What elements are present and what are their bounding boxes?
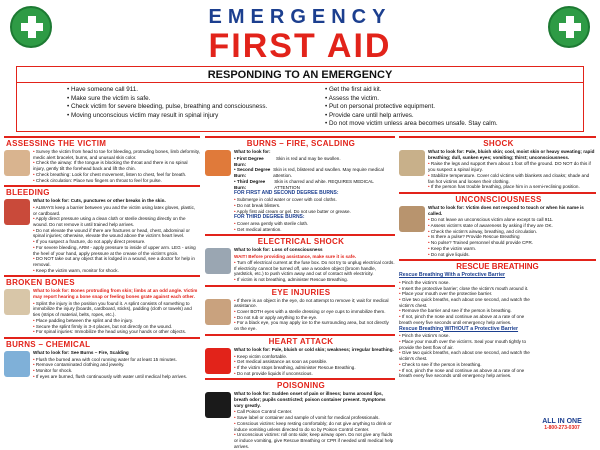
list-item: • Provide care until help arrives. [325, 112, 498, 121]
burn-degree-desc: Skin is red and may be swollen. [276, 155, 341, 161]
look-for-text: What to look for: See Burns – Fire, Scalding [33, 349, 129, 355]
list-item: • Give two quick breaths, each about one second, and watch the victim's chest. [399, 297, 534, 308]
section-heading: BLEEDING [6, 188, 50, 198]
list-item: • Do not move victim unless area becomes unsafe. Stay calm. [325, 120, 498, 129]
eye-flush-icon [4, 351, 30, 377]
list-item: • Place your mouth over the protective barrier. [399, 291, 534, 297]
list-item: • Assess victim's state of awareness by asking if they are OK. [428, 223, 596, 229]
section-burns-chemical [4, 337, 200, 380]
eye-icon [205, 299, 231, 325]
list-item: • Pinch the victim's nose. [399, 333, 534, 339]
burn-degree-row [234, 156, 395, 168]
list-item: • No pulse? Trained personnel should provide CPR. [428, 240, 596, 246]
list-item: • For spinal injuries: Immobilize the head using your hands or other objects. [33, 329, 200, 335]
heart-list [234, 354, 394, 377]
section-heading: BURNS – CHEMICAL [6, 339, 91, 349]
responding-heading: RESPONDING TO AN EMERGENCY [17, 67, 583, 83]
list-item: • Give two quick breaths, each about one second, and watch the victim's chest. [399, 350, 534, 361]
list-item: • Check circulation: Place two fingers on throat to feel for pulse. [33, 178, 200, 184]
look-for-text: What to look for: Loss of consciousness [234, 247, 323, 253]
section-heading: POISONING [276, 381, 326, 391]
list-item: • Unconscious victims: roll onto side; keep airway open. Do not give any fluids or induce vomiting, give Rescue Breathing or CPR if needed until medical help arrives. [234, 432, 395, 449]
list-item: • Get medical assistance as soon as possible. [234, 359, 394, 365]
first-second-degree-heading: FOR FIRST AND SECOND DEGREE BURNS: [234, 190, 339, 197]
list-item: • DO NOT take out any object that is lodged in a wound, see a doctor for help in removal. [33, 256, 200, 267]
section-eye [205, 285, 395, 332]
list-item: • Moving unconscious victim may result in spinal injury [67, 112, 325, 121]
list-item: • Apply first aid cream or gel. Do not use butter or grease. [234, 209, 395, 215]
responding-panel [16, 66, 584, 132]
list-item: • Raise the legs and support them about 1 foot off the ground. DO NOT do this if you suspect a spinal injury. [428, 161, 596, 172]
list-item: • If the victim stops breathing, administer Rescue Breathing. [234, 365, 394, 371]
section-heading: UNCONSCIOUSNESS [455, 194, 542, 204]
section-broken-bones [4, 275, 200, 335]
look-for-text: What to look for: Victim does not respond to touch or when his name is called. [428, 204, 584, 216]
column-right [399, 136, 596, 436]
list-item: • Monitor for shock. [33, 368, 187, 374]
list-item: • Do not rub or apply anything to the eye. [234, 315, 395, 321]
poster-title-main: FIRST AID [208, 27, 392, 65]
list-item: • Apply direct pressure using a clean cloth or sterile dressing directly on the wound. Do not remove it until trained help arrives. [33, 216, 200, 227]
warning-text: WAIT! Before providing assistance, make sure it is safe. [234, 254, 357, 260]
section-poisoning [205, 378, 395, 449]
list-item: • If you suspect a fracture, do not apply direct pressure. [33, 239, 200, 245]
list-item: • Check victim for severe bleeding, pulse, breathing and consciousness. [67, 103, 325, 112]
assessing-list [33, 149, 200, 183]
list-item: • Check to see if the person is breathing. [399, 362, 534, 368]
list-item: • If not, pinch the nose and continue as above at a rate of one breath every five seconds until emergency help arrives. [399, 314, 534, 325]
rescue-with-barrier-title: Rescue Breathing With a Protective Barrier [399, 272, 506, 279]
list-item: • Do not break blisters. [234, 203, 395, 209]
first-second-list [234, 197, 395, 214]
burn-degree-desc: Skin is charred and white. REQUIRES MEDICAL ATTENTION [274, 178, 374, 190]
list-item: • If not, pinch the nose and continue as above at a rate of one breath every five seconds until emergency help arrives. [399, 368, 534, 379]
splint-icon [4, 289, 30, 315]
responding-left-list [67, 86, 325, 129]
look-for-text: What to look for: Bones protruding from skin; limbs at an odd angle. Victim may report hearing a bone snap or feeling bones grate against each other. [33, 288, 198, 300]
list-item: • Do not provide liquids if unconscious. [234, 371, 394, 377]
list-item: • Keep the victim warm. [428, 246, 596, 252]
list-item: • Splint the injury in the position you found it. A splint consists of something to immobilize the injury (boards, cardboard, sticks), padding (cloth or towels) and ties (strips of material, belts, ropes, etc.). [33, 301, 200, 318]
rescue-with-barrier-list [399, 280, 534, 326]
bleeding-list [33, 205, 200, 273]
list-item: • Submerge in cold water or cover with cool cloths. [234, 197, 395, 203]
rescue-without-barrier-list [399, 333, 534, 379]
section-bleeding [4, 185, 200, 273]
list-item: • Cover area gently with sterile cloth. [234, 221, 395, 227]
section-heading: ELECTRICAL SHOCK [257, 237, 345, 247]
eye-list [234, 298, 395, 332]
list-item: • Pinch the victim's nose. [399, 280, 534, 286]
look-for-text: What to look for: Cuts, punctures or other breaks in the skin. [33, 198, 166, 204]
electrical-list [234, 260, 395, 283]
heart-icon [205, 348, 231, 374]
bleeding-wound-icon [4, 199, 30, 225]
burn-degree-desc: Skin is red, blistered and swollen. May require medical attention. [273, 167, 384, 179]
section-heading: EYE INJURIES [271, 287, 331, 297]
list-item: • ALWAYS keep a barrier between you and the victim using latex gloves, plastic, or cardboard. [33, 205, 200, 216]
assessing-victim-icon [4, 150, 30, 176]
list-item: • Call Poison Control Center. [234, 409, 395, 415]
column-left [4, 136, 200, 436]
list-item: • Secure the splint firmly in 3-4 places, but not directly on the wound. [33, 324, 200, 330]
list-item: • Insert the protective barrier; close the victim's mouth around it. [399, 286, 534, 292]
list-item: • Get medical attention. [234, 227, 395, 233]
poisoning-list [234, 409, 395, 449]
brand-logo [532, 418, 592, 442]
list-item: • Do not give liquids. [428, 252, 596, 258]
list-item: • Keep victim comfortable. [234, 354, 394, 360]
third-degree-list [234, 221, 395, 232]
list-item: • Make sure the victim is safe. [67, 95, 325, 104]
phone-number: 1-800-273-0307 [544, 425, 580, 431]
rescue-without-barrier-title: Rescue Breathing WITHOUT a Protective Barrier [399, 325, 519, 332]
burn-degree-row [234, 167, 395, 179]
list-item: • Flush the burned area with cool running water for at least 15 minutes. [33, 357, 187, 363]
burn-degree-label: • Third Degree Burn: [234, 178, 266, 190]
list-item: • If there is an object in the eye, do not attempt to remove it; wait for medical assistance. [234, 298, 395, 309]
list-item: • Check breathing: Look for chest movement, listen to chest, feel for breath. [33, 172, 200, 178]
third-degree-heading: FOR THIRD DEGREE BURNS: [234, 214, 305, 221]
list-item: • Get the first aid kit. [325, 86, 498, 95]
section-heading: BURNS – FIRE, SCALDING [246, 139, 356, 148]
burn-icon [205, 150, 231, 176]
list-item: • Assess the victim. [325, 95, 498, 104]
section-assessing [4, 136, 200, 183]
list-item: • Do not elevate the wound if there are fractures or head, chest, abdominal or spinal injuries; otherwise, elevate the wound above the victim's heart level. [33, 228, 200, 239]
section-heading: ASSESSING THE VICTIM [6, 139, 107, 148]
list-item: • Is there a pulse? Provide Rescue Breathing [428, 234, 596, 240]
list-item: • For severe bleeding, ARM - apply pressure to inside of upper arm. LEG - using the heel of your hand, apply pressure at the crease of the victim's groin. [33, 245, 200, 256]
look-for-text: What to look for: [234, 149, 271, 154]
list-item: • If victim is not breathing, administer Rescue Breathing. [234, 277, 395, 283]
section-shock [399, 136, 596, 190]
list-item: • Survey the victim from head to toe for bleeding, protruding bones, limb deformity, medic alert bracelet, burns, and unusual skin color. [33, 149, 200, 160]
burn-degree-label: • First Degree Burn: [234, 155, 264, 167]
list-item: • Check the victim's airway, breathing, and circulation. [428, 229, 596, 235]
poison-skull-icon [205, 392, 231, 418]
column-middle [205, 136, 395, 449]
list-item: • For a black eye, you may apply ice to the surrounding area, but not directly on the eye. [234, 320, 395, 331]
unconscious-victim-icon [399, 206, 425, 232]
list-item: • Have someone call 911. [67, 86, 325, 95]
list-item: • Check the airway: If the tongue is blocking the throat and there is no spinal injury, gently tilt the forehead back and lift the chin. [33, 160, 200, 171]
logo-text: ALL IN ONE [542, 418, 582, 425]
look-for-text: What to look for: Pale, bluish skin; cool, moist skin or heavy sweating; rapid breathing; dull, sunken eyes; vomiting; thirst; unconsciousness. [428, 149, 595, 160]
responding-right-list [325, 86, 498, 129]
rescue-breathing-heading: RESCUE BREATHING [399, 259, 596, 272]
list-item: • Put on personal protective equipment. [325, 103, 498, 112]
list-item: • If the person has trouble breathing, place him in a semi-reclining position. [428, 184, 596, 190]
section-heading: SHOCK [483, 139, 514, 148]
list-item: • Conscious victims: keep resting comfortably; do not give anything to drink or induce vomiting unless directed to do so by Poison Control Center. [234, 421, 395, 432]
broken-bones-list [33, 301, 200, 335]
burn-degree-row [234, 179, 395, 191]
burn-degree-label: • Second Degree Burn: [234, 167, 271, 179]
list-item: • Remove contaminated clothing and jewelry. [33, 362, 187, 368]
list-item: • Place padding between the splint and the injury. [33, 318, 200, 324]
section-heading: BROKEN BONES [6, 278, 75, 288]
legs-raised-icon [399, 150, 425, 176]
poster-title-top: EMERGENCY [208, 6, 392, 28]
section-heading: HEART ATTACK [268, 336, 334, 346]
look-for-text: What to look for: Sudden onset of pain or illness; burns around lips, breath odor; pupils constricted; poison container present. Symptoms vary greatly. [234, 391, 386, 408]
section-unconscious [399, 192, 596, 257]
look-for-text: What to look for: Pale, bluish or cold skin; weakness; irregular breathing. [234, 346, 394, 352]
list-item: • Do not leave an unconscious victim alone except to call 911. [428, 217, 596, 223]
list-item: • Save label or container and sample of vomit for medical professionals. [234, 415, 395, 421]
burns-chemical-list [33, 357, 187, 380]
list-item: • Stabilize temperature. Cover cold victims with blankets and cloaks; shade and fan hot victims and loosen their clothing. [428, 173, 596, 184]
shock-list [428, 161, 596, 190]
burn-degree-list [234, 156, 395, 191]
section-burns-fire [205, 136, 395, 232]
section-heart [205, 334, 395, 377]
list-item: • If eyes are burned, flush continuously with water until medical help arrives. [33, 374, 187, 380]
section-electrical [205, 234, 395, 282]
list-item: • Cover BOTH eyes with a sterile dressing or eye cups to immobilize them. [234, 309, 395, 315]
electric-plug-icon [205, 248, 231, 274]
list-item: • Remove the barrier and see if the person is breathing. [399, 308, 534, 314]
list-item: • Place your mouth over the victim's. Seal your mouth tightly to provide the best flow of air. [399, 339, 534, 350]
list-item: • Keep the victim warm, monitor for shock. [33, 268, 200, 274]
list-item: • Turn off electrical current at the fuse box. Do not try to unplug electrical cords. If electricity cannot be turned off, use a wooden object (broom handle, yardstick, etc.) to push victim away and out of contact with electricity. [234, 260, 395, 277]
unconscious-list [428, 217, 596, 257]
